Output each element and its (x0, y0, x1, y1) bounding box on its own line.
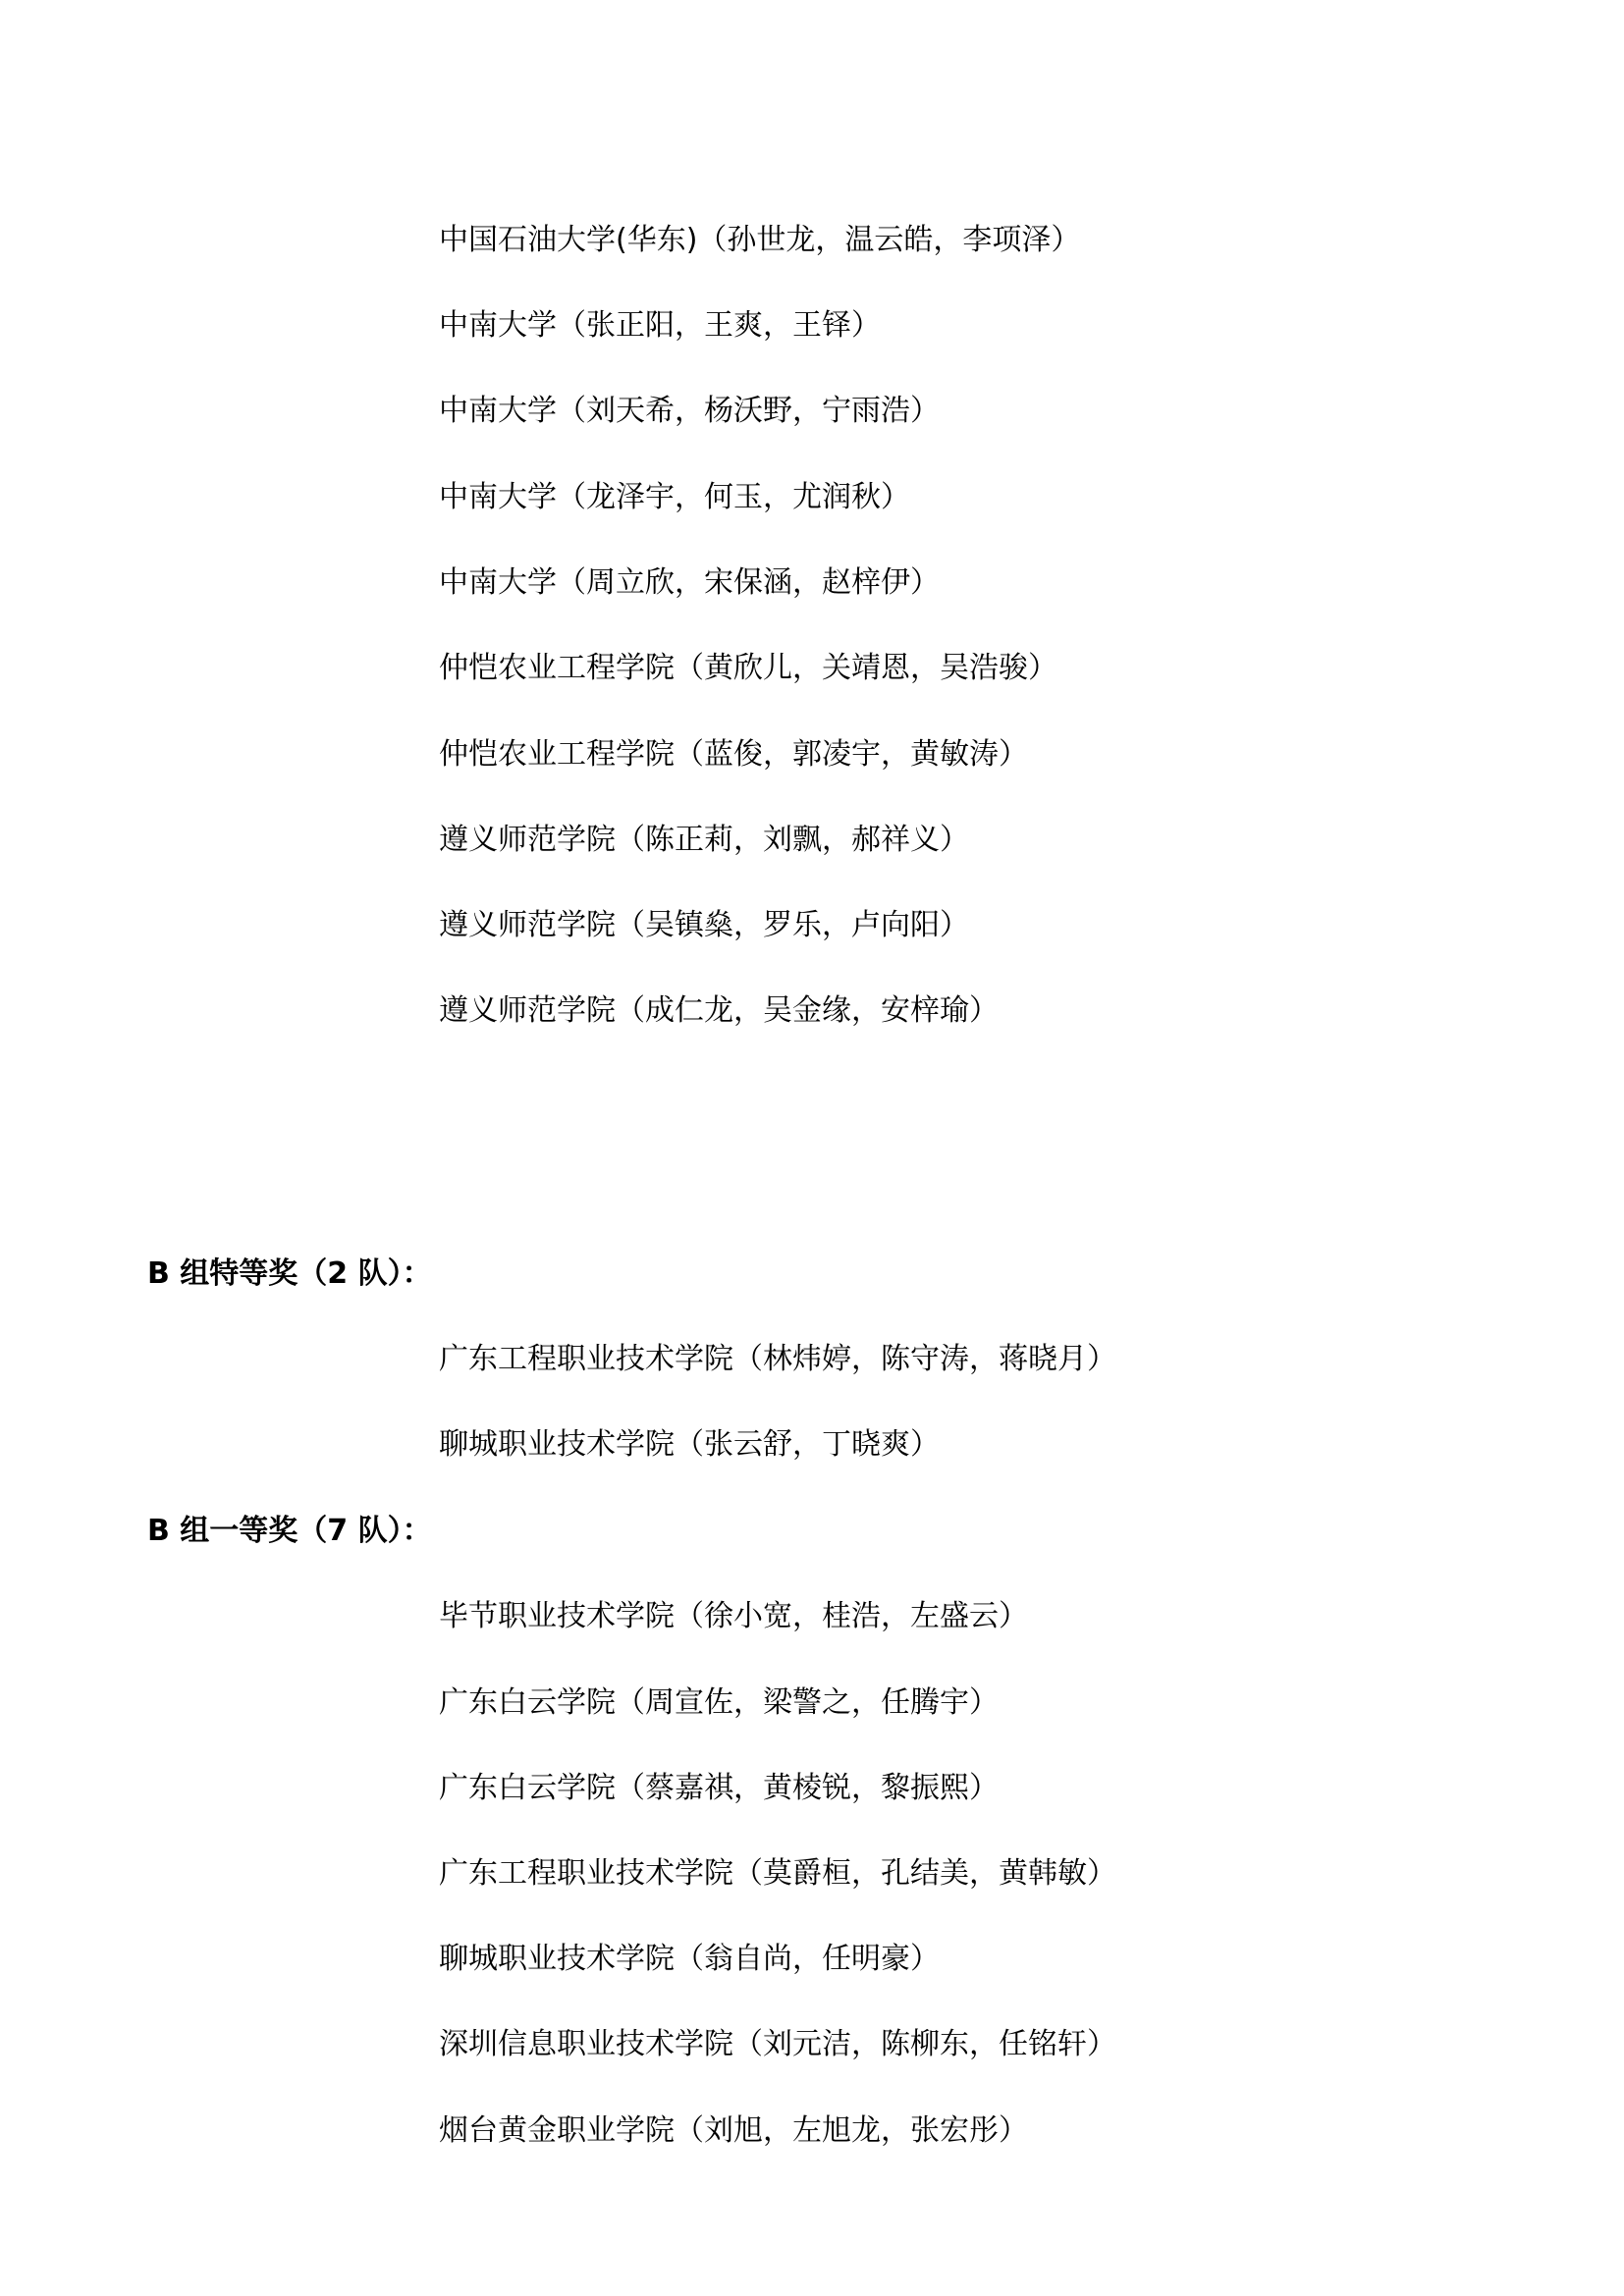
list-item: 广东工程职业技术学院（林炜婷，陈守涛，蒋晓月） (439, 1342, 1116, 1376)
list-item: 深圳信息职业技术学院（刘元洁，陈柳东，任铭轩） (439, 2027, 1116, 2061)
list-item: 中南大学（周立欣，宋保涵，赵梓伊） (439, 565, 940, 600)
list-item: 广东白云学院（周宣佐，梁警之，任腾宇） (439, 1685, 999, 1720)
section-heading: B 组一等奖（7 队）： (147, 1514, 432, 1548)
list-item: 中南大学（龙泽宇，何玉，尤润秋） (439, 480, 910, 514)
list-item: 中国石油大学(华东)（孙世龙，温云皓，李项泽） (439, 223, 1081, 257)
list-item: 遵义师范学院（吴镇燊，罗乐，卢向阳） (439, 908, 969, 942)
list-item: 烟台黄金职业学院（刘旭，左旭龙，张宏彤） (439, 2113, 1028, 2148)
list-item: 遵义师范学院（成仁龙，吴金缘，安梓瑜） (439, 993, 999, 1028)
list-item: 聊城职业技术学院（翁自尚，任明豪） (439, 1942, 940, 1976)
list-item: 广东工程职业技术学院（莫爵桓，孔结美，黄韩敏） (439, 1856, 1116, 1891)
list-item: 中南大学（张正阳，王爽，王铎） (439, 308, 881, 343)
list-item: 中南大学（刘天希，杨沃野，宁雨浩） (439, 394, 940, 428)
list-item: 毕节职业技术学院（徐小宽，桂浩，左盛云） (439, 1599, 1028, 1633)
list-item: 聊城职业技术学院（张云舒，丁晓爽） (439, 1427, 940, 1462)
list-item: 遵义师范学院（陈正莉，刘飘，郝祥义） (439, 823, 969, 857)
list-item: 广东白云学院（蔡嘉祺，黄棱锐，黎振熙） (439, 1771, 999, 1805)
list-item: 仲恺农业工程学院（黄欣儿，关靖恩，吴浩骏） (439, 651, 1057, 685)
section-heading: B 组特等奖（2 队）： (147, 1256, 432, 1291)
list-item: 仲恺农业工程学院（蓝俊，郭凌宇，黄敏涛） (439, 737, 1028, 772)
